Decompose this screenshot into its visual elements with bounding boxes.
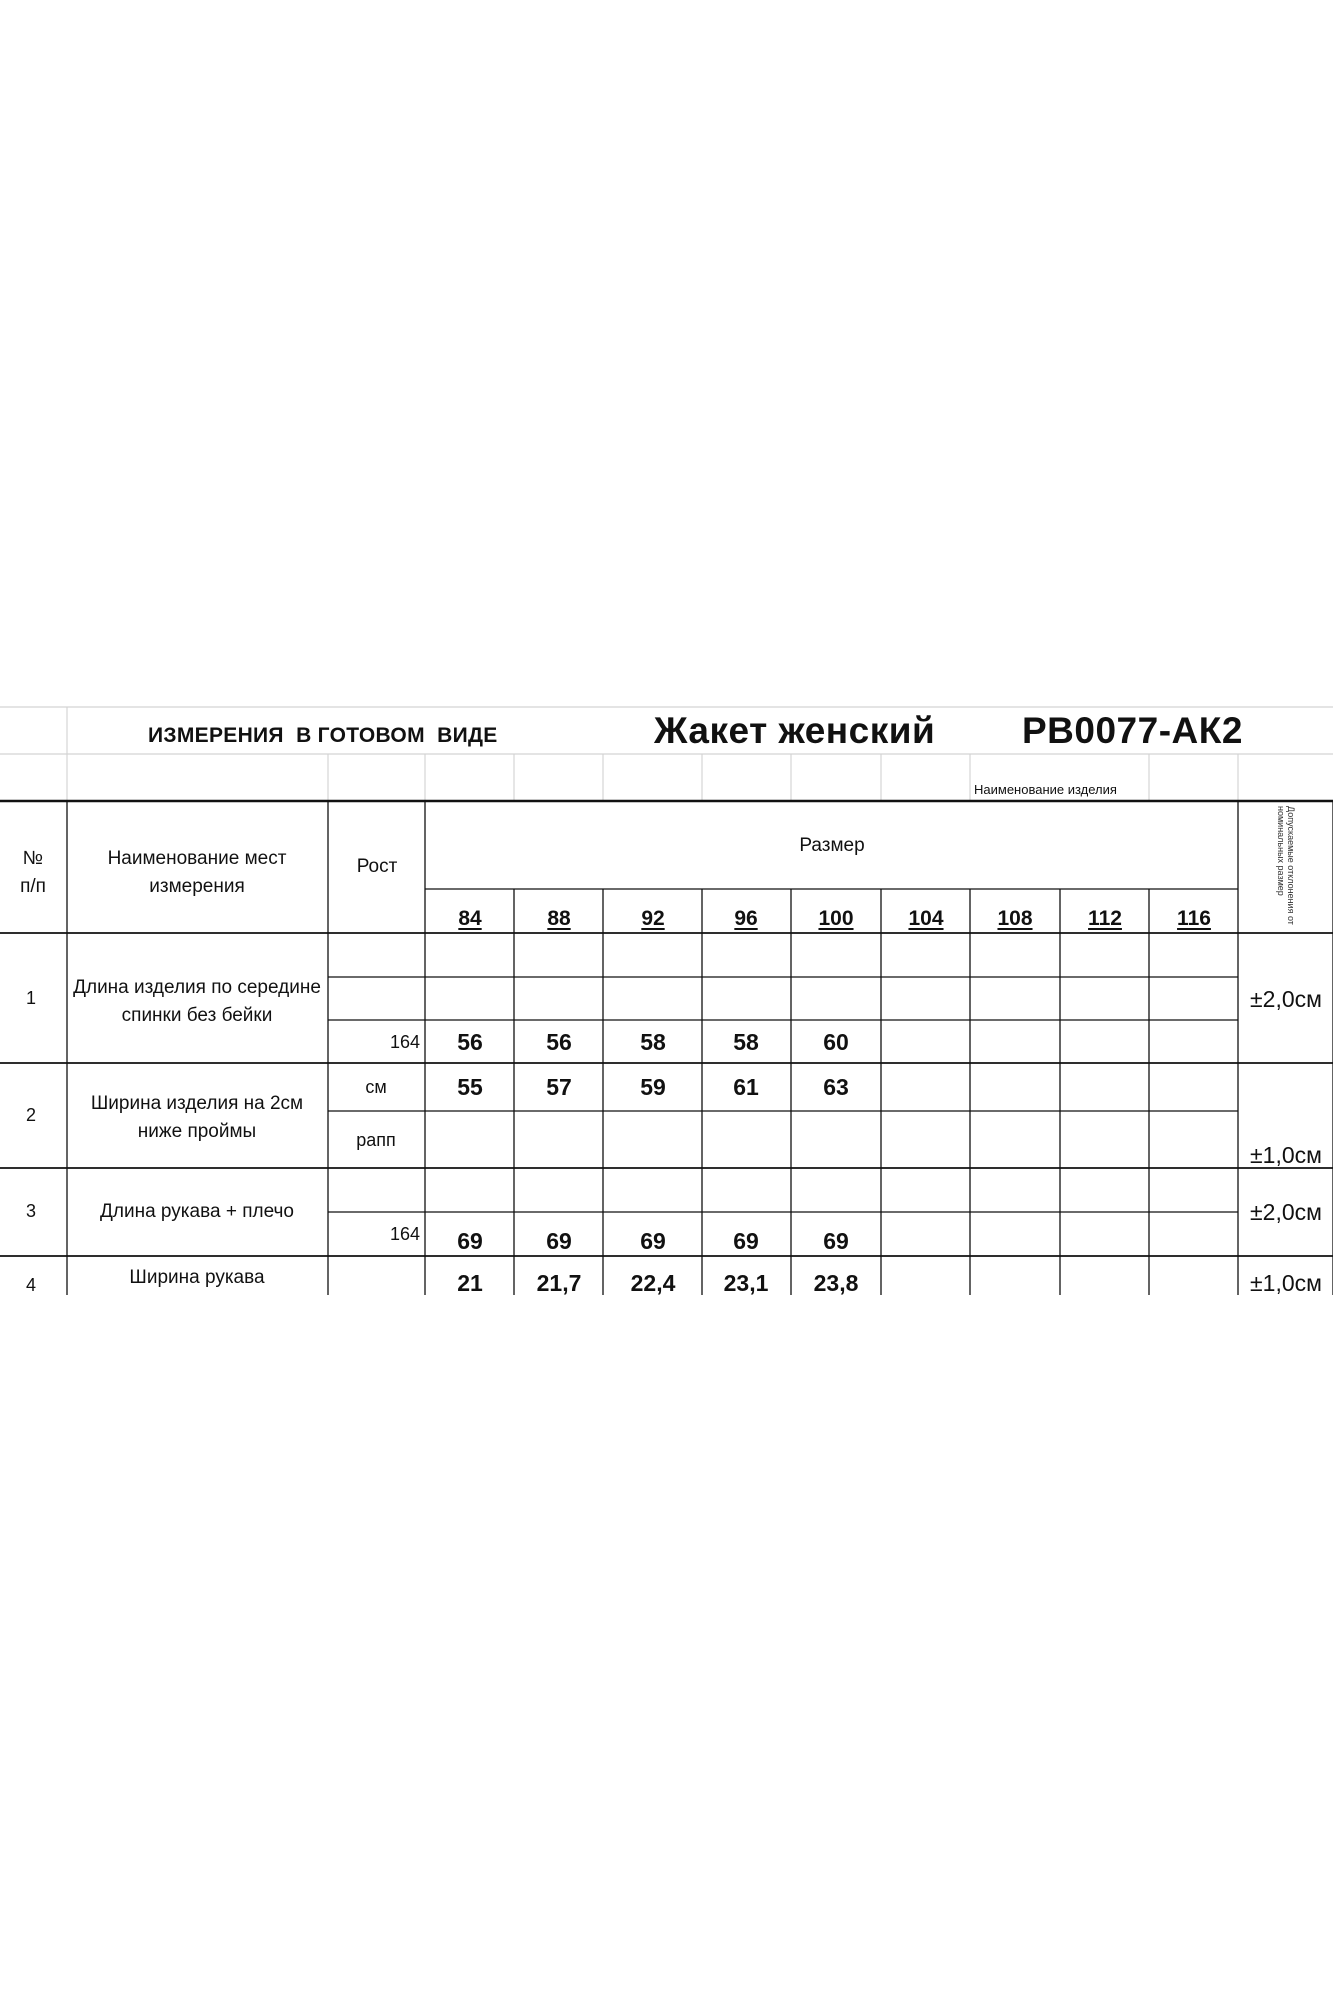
value-cell: 63 xyxy=(823,1074,849,1100)
row-1-tolerance: ±2,0см xyxy=(1250,986,1322,1012)
value-cell: 56 xyxy=(457,1029,483,1055)
row-1-number: 1 xyxy=(25,988,37,1008)
value-cell: 69 xyxy=(640,1228,666,1254)
value-cell: 58 xyxy=(640,1029,666,1055)
size-header: 100 xyxy=(818,907,854,930)
row-2-name: Ширина изделия на 2см ниже проймы xyxy=(90,1093,304,1142)
value-cell: 55 xyxy=(457,1074,483,1100)
value-cell: 21,7 xyxy=(536,1270,582,1296)
row-3-tolerance: ±2,0см xyxy=(1250,1199,1322,1225)
size-header: 96 xyxy=(734,907,758,930)
size-header: 84 xyxy=(458,907,482,930)
value-cell: 21 xyxy=(457,1270,483,1296)
row-2-tolerance: ±1,0см xyxy=(1250,1142,1322,1168)
value-cell: 61 xyxy=(733,1074,759,1100)
value-cell: 69 xyxy=(457,1228,483,1254)
value-cell: 59 xyxy=(640,1074,666,1100)
size-header: 92 xyxy=(641,907,665,930)
value-cell: 60 xyxy=(823,1029,849,1055)
row-1-height: 164 xyxy=(389,1032,420,1052)
size-header: 116 xyxy=(1177,907,1211,930)
value-cell: 69 xyxy=(733,1228,759,1254)
row-1-name: Длина изделия по середине спинки без бейки xyxy=(73,977,321,1026)
row-3-name: Длина рукава + плечо xyxy=(100,1201,294,1222)
value-cell: 22,4 xyxy=(630,1270,676,1296)
tolerance-header: Допускаемые отклонения от номинальных размер xyxy=(1275,806,1296,925)
value-cell: 69 xyxy=(546,1228,572,1254)
number-header: № п/п xyxy=(20,848,46,897)
size-header: 88 xyxy=(547,907,571,930)
row-4-name: Ширина рукава xyxy=(129,1267,265,1288)
size-group-header: Размер xyxy=(799,835,865,856)
row-2-unit-secondary: рапп xyxy=(356,1130,396,1150)
measurements-title: ИЗМЕРЕНИЯ В ГОТОВОМ ВИДЕ xyxy=(148,724,498,747)
size-header: 104 xyxy=(908,907,944,930)
row-3-number: 3 xyxy=(25,1201,37,1221)
product-name: Жакет женский xyxy=(654,710,936,751)
row-2-unit-primary: см xyxy=(365,1077,387,1097)
row-4-tolerance: ±1,0см xyxy=(1250,1270,1322,1296)
row-4-number: 4 xyxy=(25,1275,37,1295)
value-cell: 57 xyxy=(546,1074,572,1100)
height-header: Рост xyxy=(356,856,398,877)
value-cell: 56 xyxy=(546,1029,572,1055)
size-header: 112 xyxy=(1088,907,1122,930)
measurement-name-header: Наименование мест измерения xyxy=(107,848,287,897)
article-number: РВ0077-АК2 xyxy=(1022,710,1243,751)
row-3-height: 164 xyxy=(389,1224,420,1244)
value-cell: 69 xyxy=(823,1228,849,1254)
value-cell: 58 xyxy=(733,1029,759,1055)
value-cell: 23,8 xyxy=(813,1270,859,1296)
product-name-caption: Наименование изделия xyxy=(974,782,1117,797)
size-header: 108 xyxy=(997,907,1033,930)
row-2-number: 2 xyxy=(25,1105,37,1125)
value-cell: 23,1 xyxy=(723,1270,769,1296)
